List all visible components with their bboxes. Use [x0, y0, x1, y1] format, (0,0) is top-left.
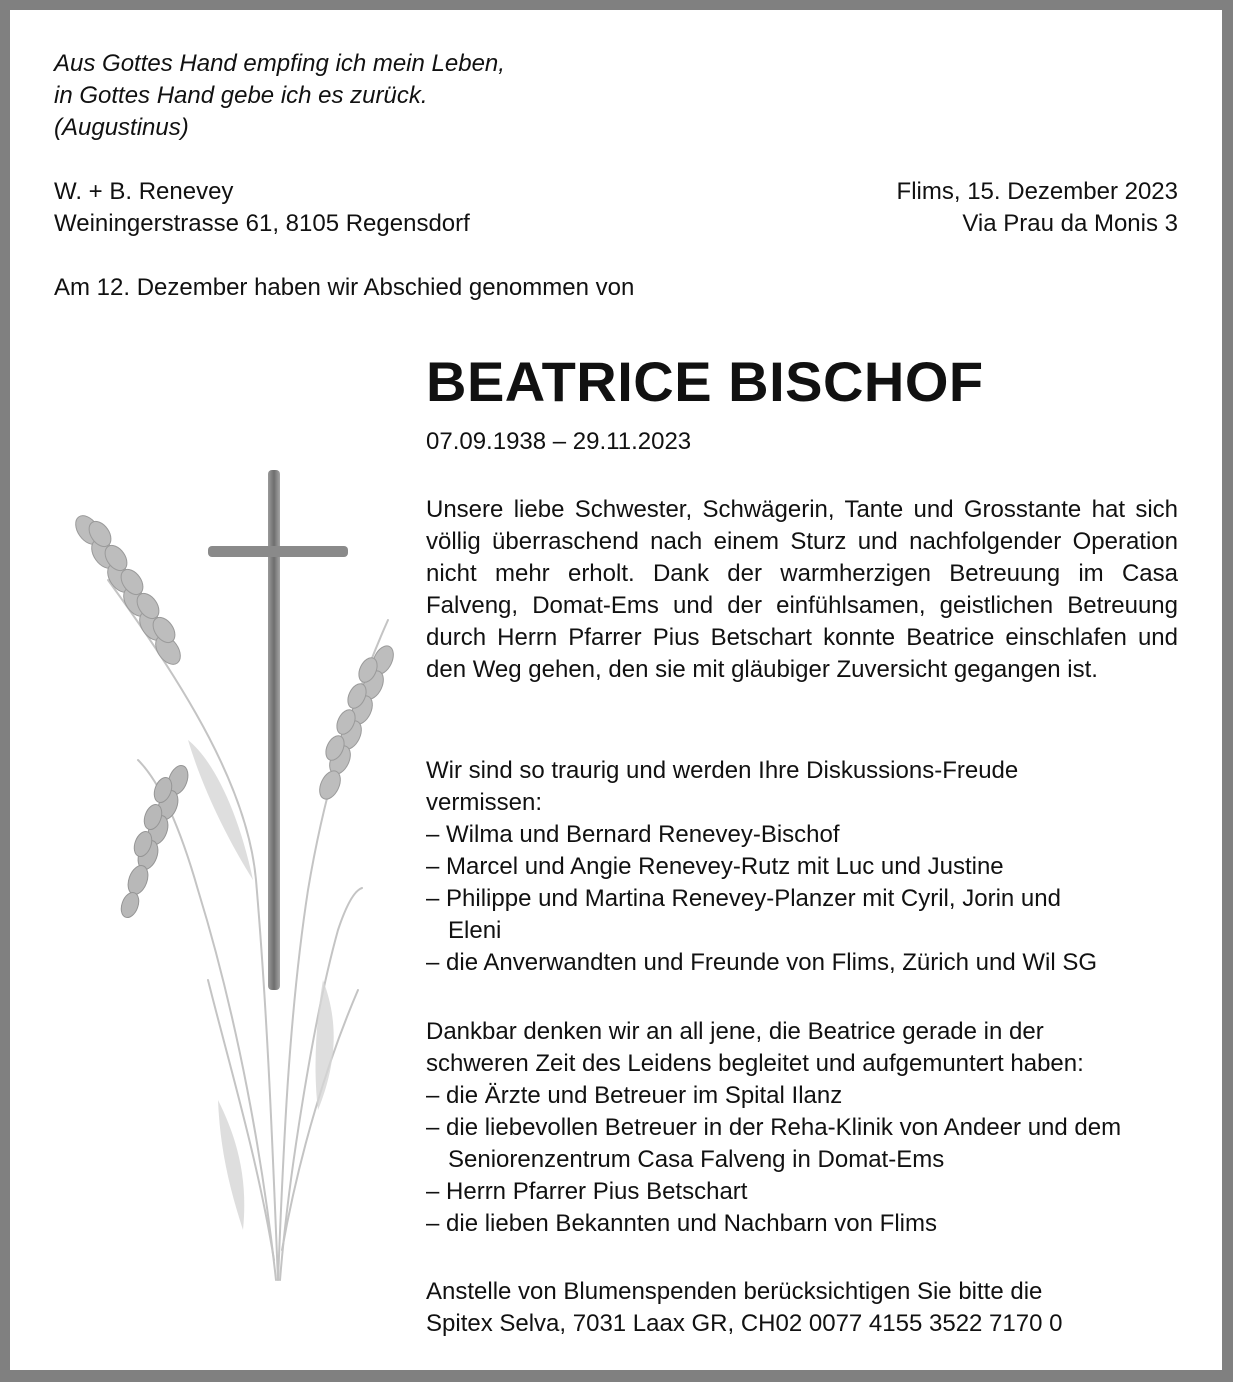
mourners-section [426, 755, 1178, 979]
sender-street: Weiningerstrasse 61, 8105 Regensdorf [54, 210, 470, 237]
donation-note [426, 1276, 1178, 1340]
thanks-lead: Dankbar denken wir an all jene, die Beatrice gerade in der [426, 1018, 1044, 1045]
list-item: – Herrn Pfarrer Pius Betschart [426, 1178, 748, 1205]
list-item: – die lieben Bekannten und Nachbarn von Flims [426, 1210, 937, 1237]
paragraph-announcement: Unsere liebe Schwester, Schwägerin, Tante und Grosstante hat sich völlig überraschend nach einem Sturz und nachfolgender Operation nicht mehr erholt. Dank der warmherzigen Betreuung im Casa Falveng, Domat-Ems und der einfühlsamen, geistlichen Betreuung durch Herrn Pfarrer Pius Betschart konnte Beatrice einschlafen und den Weg gehen, den sie mit gläubiger Zuversicht gegangen ist. [426, 496, 1178, 683]
intro-text: Am 12. Dezember haben wir Abschied genommen von [54, 274, 635, 301]
motto-quote [54, 48, 505, 144]
sender-address [54, 176, 470, 240]
motto-line: in Gottes Hand gebe ich es zurück. [54, 82, 428, 109]
list-item: – Philippe und Martina Renevey-Planzer mit Cyril, Jorin und Eleni [426, 885, 1061, 944]
life-dates: 07.09.1938 – 29.11.2023 [426, 428, 692, 455]
thanks-section [426, 1016, 1178, 1240]
sender-name: W. + B. Renevey [54, 178, 234, 205]
place-address: Via Prau da Monis 3 [962, 210, 1178, 237]
donation-line: Anstelle von Blumenspenden berücksichtigen Sie bitte die [426, 1278, 1043, 1305]
thanks-lead: schweren Zeit des Leidens begleitet und aufgemuntert haben: [426, 1050, 1084, 1077]
list-item: – Marcel und Angie Renevey-Rutz mit Luc und Justine [426, 853, 1004, 880]
list-item: – Wilma und Bernard Renevey-Bischof [426, 821, 840, 848]
list-item: – die Ärzte und Betreuer im Spital Ilanz [426, 1082, 843, 1109]
list-item: – die liebevollen Betreuer in der Reha-Klinik von Andeer und dem Seniorenzentrum Casa Falveng in Domat-Ems [426, 1114, 1122, 1173]
place-date [897, 176, 1178, 240]
mourners-lead: vermissen: [426, 789, 543, 816]
motto-author: (Augustinus) [54, 114, 189, 141]
motto-line: Aus Gottes Hand empfing ich mein Leben, [54, 50, 505, 77]
deceased-name: BEATRICE BISCHOF [426, 350, 984, 413]
obituary-notice [10, 10, 1222, 1370]
list-item: – die Anverwandten und Freunde von Flims, Zürich und Wil SG [426, 949, 1097, 976]
mourners-list [426, 819, 1178, 979]
donation-line: Spitex Selva, 7031 Laax GR, CH02 0077 4155 3522 7170 0 [426, 1310, 1063, 1337]
place-date-line: Flims, 15. Dezember 2023 [896, 178, 1178, 205]
mourners-lead: Wir sind so traurig und werden Ihre Diskussions-Freude [426, 757, 1019, 784]
thanks-list [426, 1080, 1178, 1240]
cross-with-wheat-icon [38, 460, 408, 1290]
